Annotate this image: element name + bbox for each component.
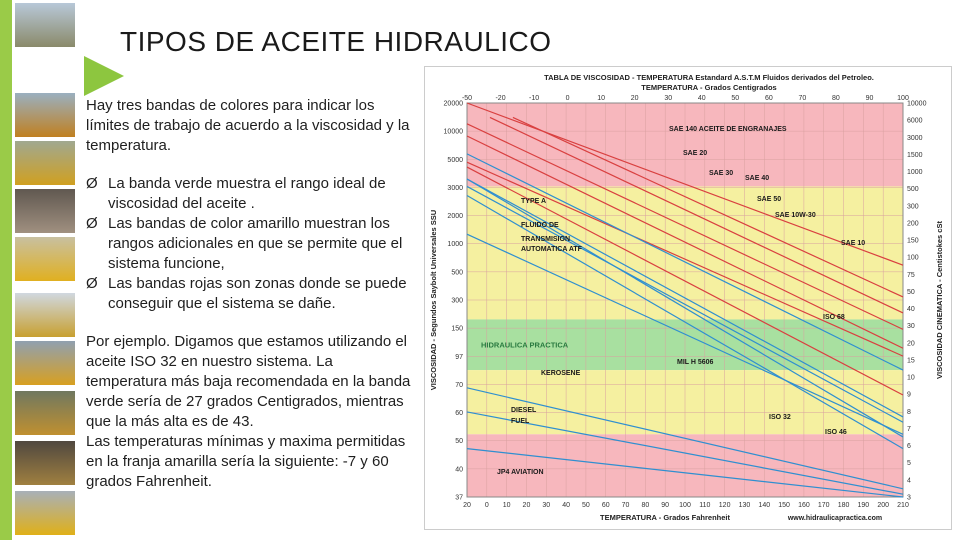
series-label: SAE 20 [683, 150, 708, 157]
y-left-axis-label: VISCOSIDAD - Segundos Saybolt Universales SSU [429, 209, 438, 391]
x-top-tick-label: -50 [461, 95, 473, 102]
y-right-tick-label: 5 [907, 460, 911, 468]
machine-thumbnail [14, 140, 76, 186]
chart-title: TABLA DE VISCOSIDAD - TEMPERATURA Estandard A.S.T.M Fluidos derivados del Petroleo. [544, 73, 874, 82]
x-top-tick-label: 20 [630, 95, 639, 102]
chart-subtitle: TEMPERATURA - Grados Centigrados [641, 83, 777, 92]
x-top-tick-label: 100 [897, 95, 909, 102]
y-left-tick-label: 70 [455, 381, 463, 389]
series-label: DIESEL [511, 407, 537, 414]
title-arrow-decoration [84, 56, 124, 96]
y-left-tick-label: 20000 [443, 100, 463, 108]
x-bottom-tick-label: 110 [699, 502, 711, 509]
y-right-tick-label: 150 [907, 237, 919, 245]
x-bottom-tick-label: 10 [502, 502, 511, 509]
x-bottom-tick-label: 190 [857, 502, 870, 509]
x-top-tick-label: 80 [832, 95, 840, 102]
viscosity-chart [424, 66, 952, 530]
y-right-tick-label: 20 [907, 340, 915, 348]
x-bottom-tick-label: 30 [542, 502, 551, 509]
y-right-tick-label: 75 [907, 271, 915, 279]
x-bottom-tick-label: 40 [562, 502, 570, 509]
series-label: KEROSENE [541, 370, 581, 377]
viscosity-chart-svg [425, 67, 951, 529]
machine-thumbnail [14, 188, 76, 234]
series-label: ISO 68 [823, 314, 845, 321]
thumbnail-strip [0, 0, 80, 540]
y-left-tick-label: 40 [455, 466, 463, 474]
y-left-tick-label: 97 [455, 353, 463, 361]
series-label: MIL H 5606 [677, 359, 714, 366]
x-bottom-tick-label: 90 [661, 502, 670, 509]
x-bottom-tick-label: 0 [484, 502, 489, 509]
series-label: SAE 50 [757, 196, 782, 203]
bullet-item: Ø La banda verde muestra el rango ideal de viscosidad del aceite . [86, 175, 386, 212]
series-label: SAE 10 [841, 240, 866, 247]
y-right-tick-label: 50 [907, 288, 915, 296]
example-paragraph: Las temperaturas mínimas y maxima permitidas en la franja amarilla sería la siguiente: -7 y 60 grados Fahrenheit. [86, 433, 406, 490]
x-bottom-tick-label: 210 [897, 502, 909, 509]
machine-thumbnail [14, 340, 76, 386]
x-bottom-tick-label: 50 [582, 502, 590, 509]
slide-title: TIPOS DE ACEITE HIDRAULICO [120, 26, 552, 57]
x-bottom-tick-label: 170 [817, 502, 830, 509]
y-right-tick-label: 1500 [907, 151, 923, 159]
x-top-tick-label: 30 [664, 95, 673, 102]
x-top-tick-label: 90 [865, 95, 874, 102]
y-left-tick-label: 3000 [447, 184, 463, 192]
y-right-tick-label: 30 [907, 323, 915, 331]
x-bottom-tick-label: 130 [738, 502, 751, 509]
y-right-tick-label: 1000 [907, 169, 923, 177]
bullet-arrow-icon: Ø [86, 215, 98, 232]
x-bottom-tick-label: 120 [718, 502, 731, 509]
y-right-tick-label: 3000 [907, 134, 923, 142]
x-top-tick-label: -20 [495, 95, 506, 102]
x-top-tick-label: 40 [697, 95, 706, 102]
machine-thumbnail [14, 236, 76, 282]
y-right-tick-label: 9 [907, 391, 911, 399]
y-left-tick-label: 500 [451, 269, 463, 277]
y-right-tick-label: 3 [907, 494, 911, 502]
x-bottom-tick-label: 20 [463, 502, 471, 509]
y-left-tick-label: 2000 [447, 213, 463, 221]
y-right-tick-label: 100 [907, 254, 919, 262]
y-right-tick-label: 500 [907, 186, 919, 194]
y-right-tick-label: 15 [907, 357, 915, 365]
y-right-tick-label: 10000 [907, 100, 927, 108]
series-label: TYPE A [521, 198, 547, 205]
x-bottom-tick-label: 160 [798, 502, 810, 509]
intro-paragraph: Hay tres bandas de colores para indicar los límites de trabajo de acuerdo a la viscosidad y la temperatura. [86, 97, 410, 154]
series-label: SAE 140 ACEITE DE ENGRANAJES [669, 126, 787, 133]
series-label: FLUIDO DE [521, 222, 559, 229]
x-axis-label: TEMPERATURA - Grados Fahrenheit [599, 513, 731, 522]
series-label: TRANSMISION [521, 236, 570, 243]
y-right-tick-label: 8 [907, 408, 911, 416]
example-paragraph: Por ejemplo. Digamos que estamos utilizando el aceite ISO 32 en nuestro sistema. La temperatura más baja recomendada en la banda verde sería de 27 grados Centigrados, mientras que la más alta es de 43. [86, 333, 411, 430]
x-bottom-tick-label: 60 [601, 502, 610, 509]
machine-thumbnail [14, 440, 76, 486]
series-label: SAE 30 [709, 170, 734, 177]
y-right-tick-label: 6 [907, 443, 911, 451]
machine-thumbnail [14, 2, 76, 48]
y-left-tick-label: 1000 [447, 241, 463, 249]
body-text [86, 96, 416, 492]
series-label: ISO 46 [825, 429, 847, 436]
y-right-tick-label: 7 [907, 425, 911, 433]
series-label: ISO 32 [769, 414, 791, 421]
y-left-tick-label: 300 [451, 297, 463, 305]
x-bottom-tick-label: 70 [621, 502, 630, 509]
y-left-tick-label: 5000 [447, 156, 463, 164]
bullet-item: Ø Las bandas rojas son zonas donde se puede conseguir que el sistema se dañe. [86, 275, 407, 312]
series-label: FUEL [511, 418, 530, 425]
x-bottom-tick-label: 150 [778, 502, 790, 509]
bullet-arrow-icon: Ø [86, 275, 98, 292]
x-top-tick-label: 70 [798, 95, 807, 102]
y-right-tick-label: 300 [907, 203, 919, 211]
x-bottom-tick-label: 200 [877, 502, 890, 509]
x-top-tick-label: 60 [764, 95, 773, 102]
x-top-tick-label: -10 [529, 95, 540, 102]
bullet-arrow-icon: Ø [86, 175, 98, 192]
y-right-tick-label: 200 [907, 220, 919, 228]
y-right-axis-label: VISCOSIDAD CINEMATICA - Centistokes cSt [935, 221, 944, 379]
y-right-tick-label: 40 [907, 306, 915, 314]
y-left-tick-label: 60 [455, 410, 463, 418]
x-top-tick-label: 50 [731, 95, 740, 102]
accent-bar [0, 0, 12, 540]
x-bottom-tick-label: 180 [837, 502, 850, 509]
y-left-tick-label: 50 [455, 438, 463, 446]
machine-thumbnail [14, 292, 76, 338]
y-right-tick-label: 6000 [907, 117, 923, 125]
y-right-tick-label: 4 [907, 477, 911, 485]
series-label: SAE 10W-30 [775, 212, 816, 219]
credit-label: www.hidraulicapractica.com [787, 515, 883, 522]
machine-thumbnail [14, 92, 76, 138]
bullet-list [86, 174, 416, 314]
x-bottom-tick-label: 140 [758, 502, 771, 509]
x-top-tick-label: 0 [565, 95, 570, 102]
y-left-tick-label: 150 [451, 325, 463, 333]
x-top-tick-label: 10 [597, 95, 606, 102]
y-left-tick-label: 10000 [443, 128, 463, 136]
x-bottom-tick-label: 80 [641, 502, 650, 509]
series-label: AUTOMATICA ATF [521, 246, 582, 253]
y-left-tick-label: 37 [455, 494, 463, 502]
bullet-item: Ø Las bandas de color amarillo muestran los rangos adicionales en que se permite que el sistema funcione, [86, 215, 403, 272]
y-right-tick-label: 10 [907, 374, 915, 382]
machine-thumbnail [14, 390, 76, 436]
machine-thumbnail [14, 490, 76, 536]
series-label: JP4 AVIATION [497, 469, 544, 476]
x-bottom-tick-label: 100 [679, 502, 691, 509]
band-label: HIDRAULICA PRACTICA [481, 340, 569, 350]
x-bottom-tick-label: 20 [522, 502, 531, 509]
series-label: SAE 40 [745, 175, 770, 182]
